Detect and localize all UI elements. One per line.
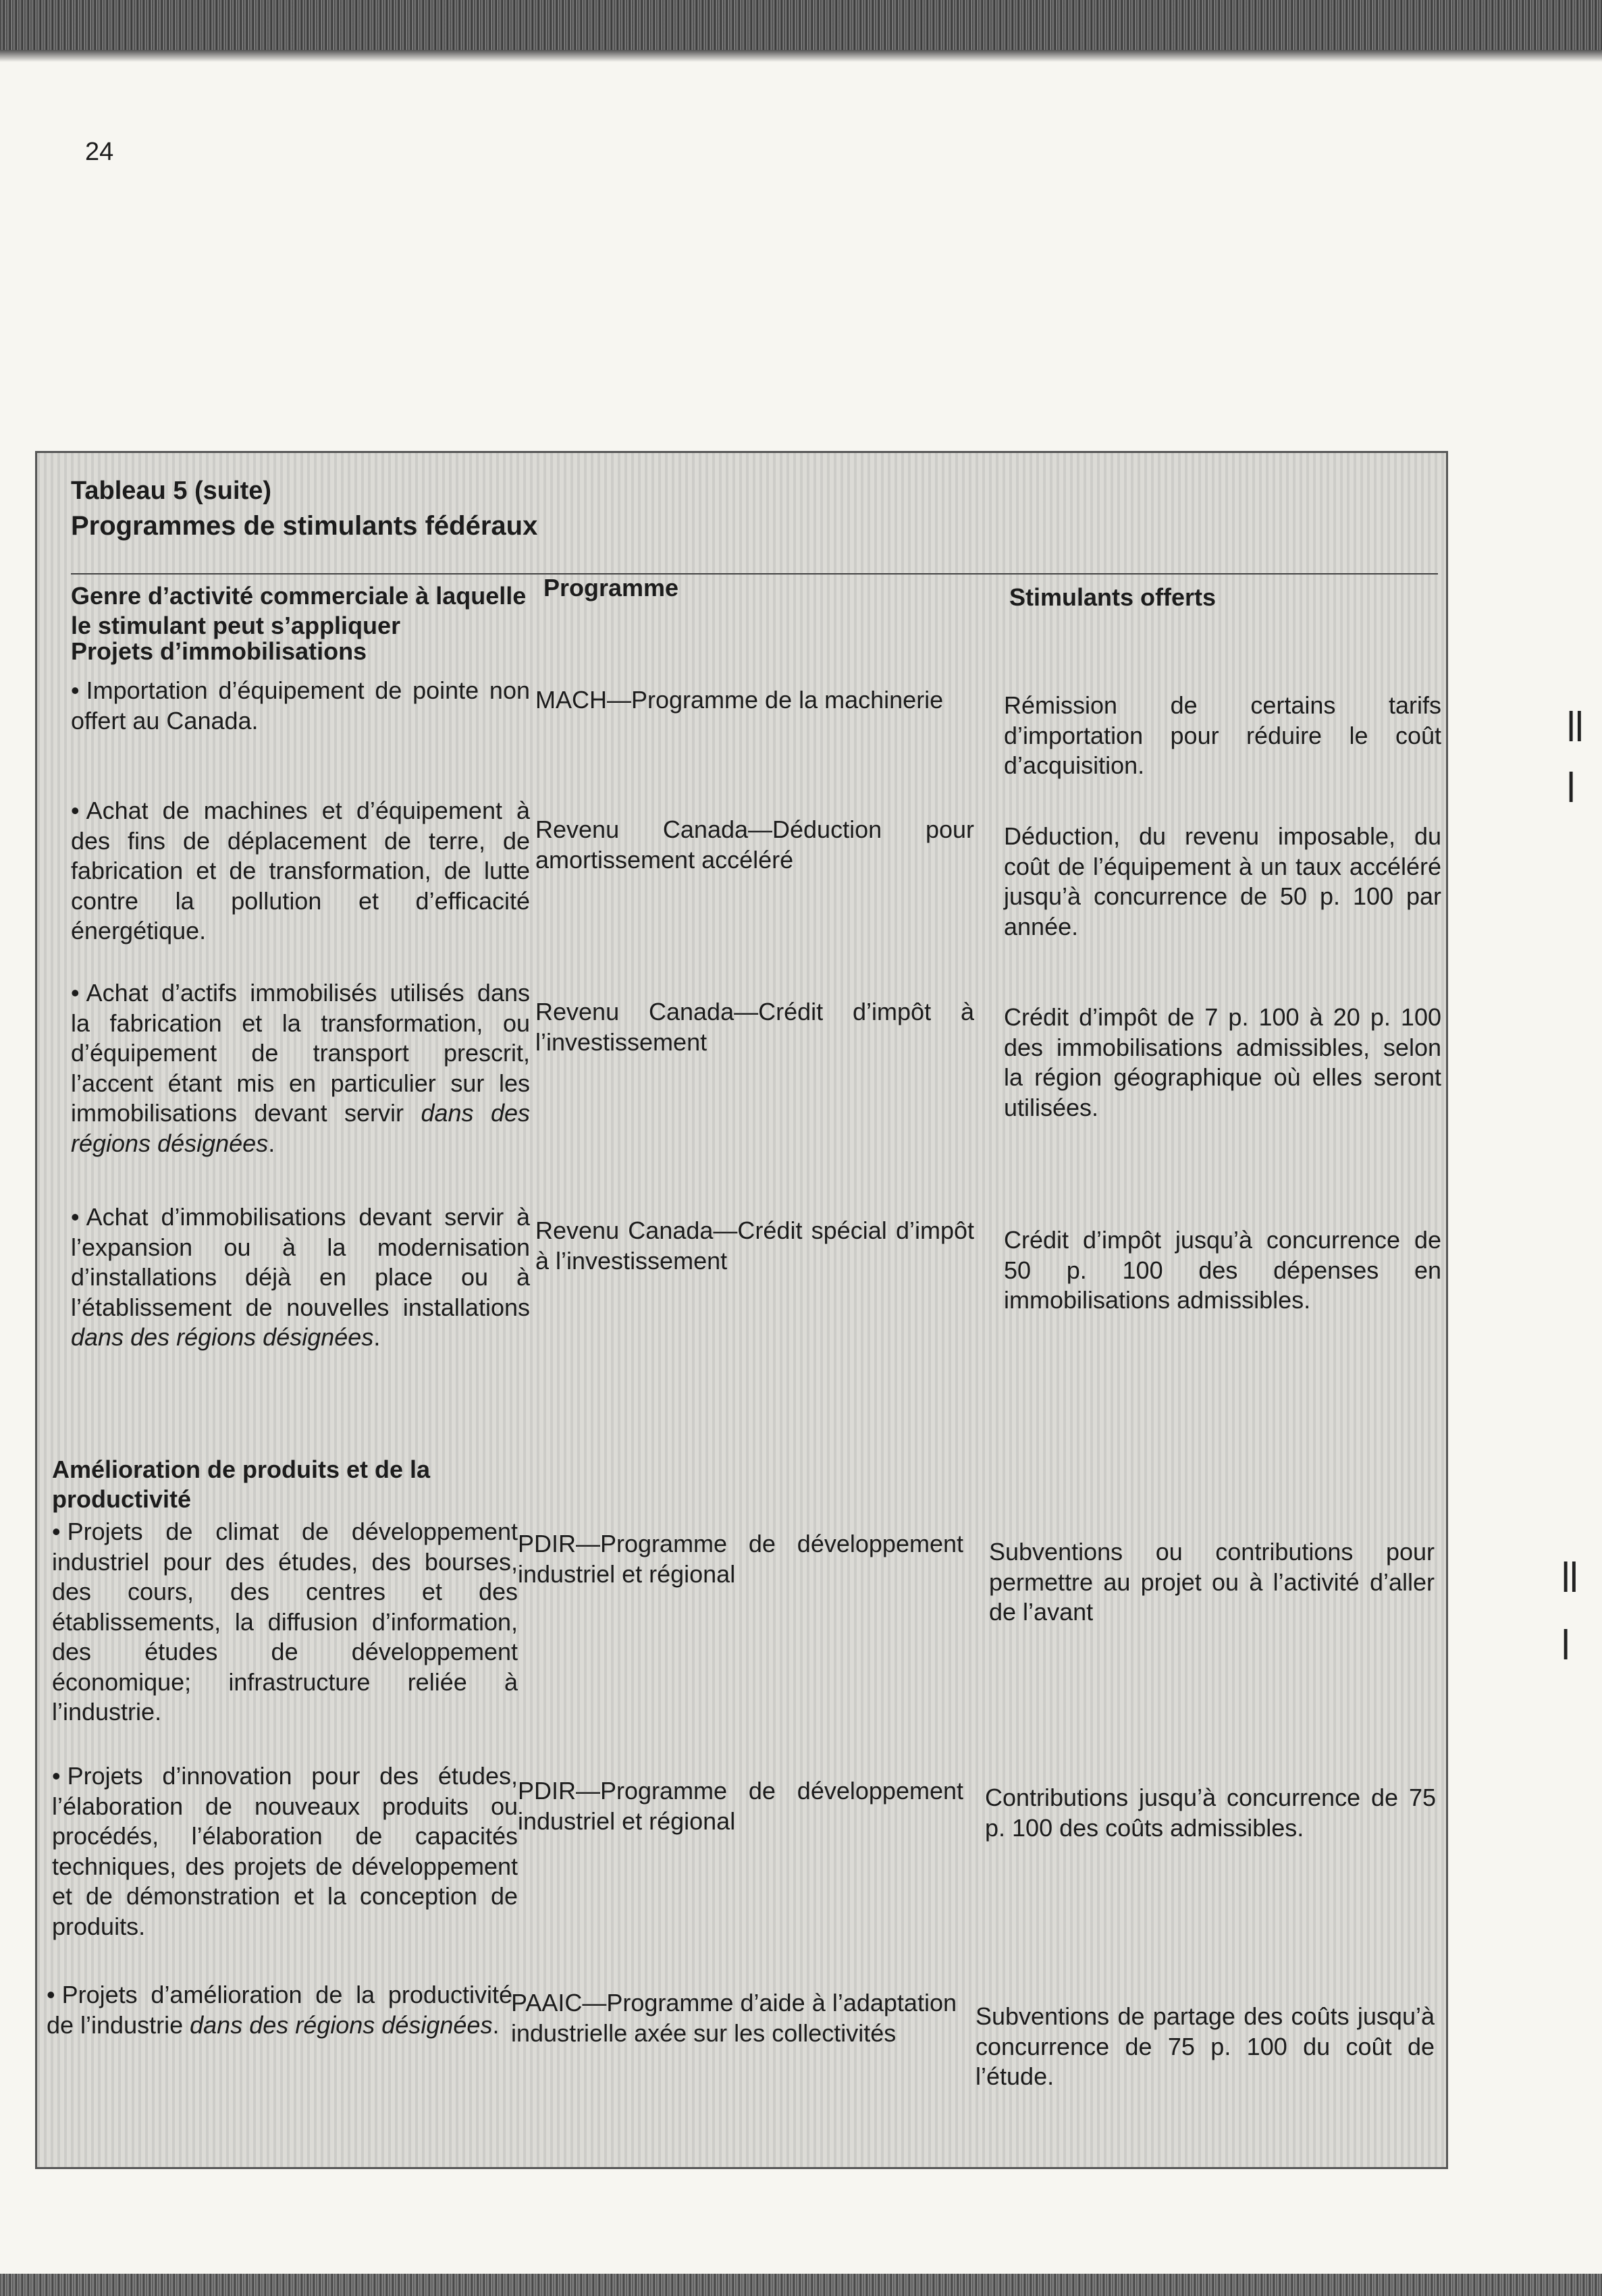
activity-cell bbox=[52, 1761, 518, 1942]
bullet: • bbox=[52, 1762, 61, 1790]
section-title: Projets d’immobilisations bbox=[71, 637, 367, 665]
column-header-incentives: Stimulants offerts bbox=[1009, 583, 1217, 611]
column-header-activity: Genre d’activité commerciale à laquelle le stimulant peut s’appliquer bbox=[71, 582, 527, 639]
activity-tail: . bbox=[268, 1129, 275, 1157]
activity-cell bbox=[71, 1202, 530, 1353]
activity-cell bbox=[47, 1980, 512, 2040]
scan-edge-top bbox=[0, 0, 1602, 62]
program-cell: PDIR—Programme de développement industriel et régional bbox=[518, 1530, 963, 1588]
scan-edge-bottom bbox=[0, 2274, 1602, 2296]
program-cell: Revenu Canada—Crédit spécial d’impôt à l’investissement bbox=[535, 1217, 974, 1275]
table-number: Tableau 5 (suite) bbox=[71, 477, 272, 505]
bullet: • bbox=[52, 1518, 61, 1545]
bullet: • bbox=[71, 676, 80, 704]
activity-text: Importation d’équipement de pointe non offert au Canada. bbox=[71, 676, 530, 735]
incentive-cell: Subventions de partage des coûts jusqu’à concurrence de 75 p. 100 du coût de l’étude. bbox=[976, 2002, 1435, 2090]
bullet: • bbox=[71, 979, 80, 1007]
incentive-cell: Crédit d’impôt jusqu’à concurrence de 50 p. 100 des dépenses en immobilisations admissibles. bbox=[1004, 1226, 1441, 1314]
activity-text: Achat d’immobilisations devant servir à l’expansion ou à la modernisation d’installations déjà en place ou à l’établissement de nouvelles installations bbox=[71, 1203, 530, 1321]
incentive-cell: Déduction, du revenu imposable, du coût de l’équipement à un taux accéléré jusqu’à concurrence de 50 p. 100 par année. bbox=[1004, 822, 1441, 940]
activity-text: Projets d’amélioration de la productivité de l’industrie bbox=[47, 1981, 512, 2039]
incentive-cell: Subventions ou contributions pour permettre au projet ou à l’activité d’aller de l’avant bbox=[989, 1538, 1435, 1626]
program-cell: Revenu Canada—Déduction pour amortissement accéléré bbox=[535, 816, 974, 874]
incentives-table bbox=[35, 451, 1448, 2169]
activity-text: Achat de machines et d’équipement à des fins de déplacement de terre, de fabrication et de transformation, de lutte contre la pollution et d’efficacité énergétique. bbox=[71, 797, 530, 944]
bullet: • bbox=[71, 1203, 80, 1231]
activity-tail: . bbox=[492, 2010, 500, 2039]
activity-cell bbox=[71, 796, 530, 946]
margin-mark: ǀ bbox=[1559, 1620, 1572, 1670]
program-cell: PDIR—Programme de développement industriel et régional bbox=[518, 1777, 963, 1835]
bullet: • bbox=[47, 1981, 55, 2008]
activity-emphasis: dans des régions désignées bbox=[71, 1323, 374, 1351]
section-title: Amélioration de produits et de la productivité bbox=[52, 1456, 431, 1513]
activity-tail: . bbox=[373, 1323, 381, 1351]
activity-text: Projets de climat de développement industriel pour des études, des bourses, des cours, des centres et des établissements, la diffusion d’information, des études de développement économique; infrastructure reliée à l’industrie. bbox=[52, 1518, 518, 1726]
incentive-cell: Rémission de certains tarifs d’importation pour réduire le coût d’acquisition. bbox=[1004, 691, 1441, 779]
activity-cell bbox=[52, 1517, 518, 1728]
program-cell: Revenu Canada—Crédit d’impôt à l’investissement bbox=[535, 998, 974, 1056]
incentive-cell: Crédit d’impôt de 7 p. 100 à 20 p. 100 des immobilisations admissibles, selon la région géographique où elles seront utilisées. bbox=[1004, 1003, 1441, 1121]
activity-cell bbox=[71, 978, 530, 1158]
table-subtitle: Programmes de stimulants fédéraux bbox=[71, 511, 538, 541]
column-header-program: Programme bbox=[543, 574, 679, 602]
activity-emphasis: dans des régions désignées bbox=[71, 1099, 531, 1157]
margin-mark: ǁ bbox=[1559, 1553, 1580, 1602]
incentive-cell: Contributions jusqu’à concurrence de 75 p. 100 des coûts admissibles. bbox=[985, 1784, 1436, 1842]
program-cell: PAAIC—Programme d’aide à l’adaptation industrielle axée sur les collectivités bbox=[511, 1989, 957, 2047]
margin-mark: ǁ bbox=[1565, 702, 1586, 751]
table-title bbox=[71, 473, 537, 543]
margin-mark: ǀ bbox=[1565, 763, 1578, 812]
page-number: 24 bbox=[85, 138, 114, 166]
activity-text: Projets d’innovation pour des études, l’élaboration de nouveaux produits ou procédés, l’élaboration de capacités techniques, des projets de développement et de démonstration et la conception de produits. bbox=[52, 1762, 518, 1940]
bullet: • bbox=[71, 797, 80, 824]
activity-text: Achat d’actifs immobilisés utilisés dans la fabrication et la transformation, ou d’équipement de transport prescrit, l’accent étant mis en particulier sur les immobilisations devant servir bbox=[71, 979, 530, 1127]
activity-emphasis: dans des régions désignées bbox=[190, 2010, 493, 2039]
activity-cell bbox=[71, 676, 530, 736]
program-cell: MACH—Programme de la machinerie bbox=[535, 686, 944, 714]
